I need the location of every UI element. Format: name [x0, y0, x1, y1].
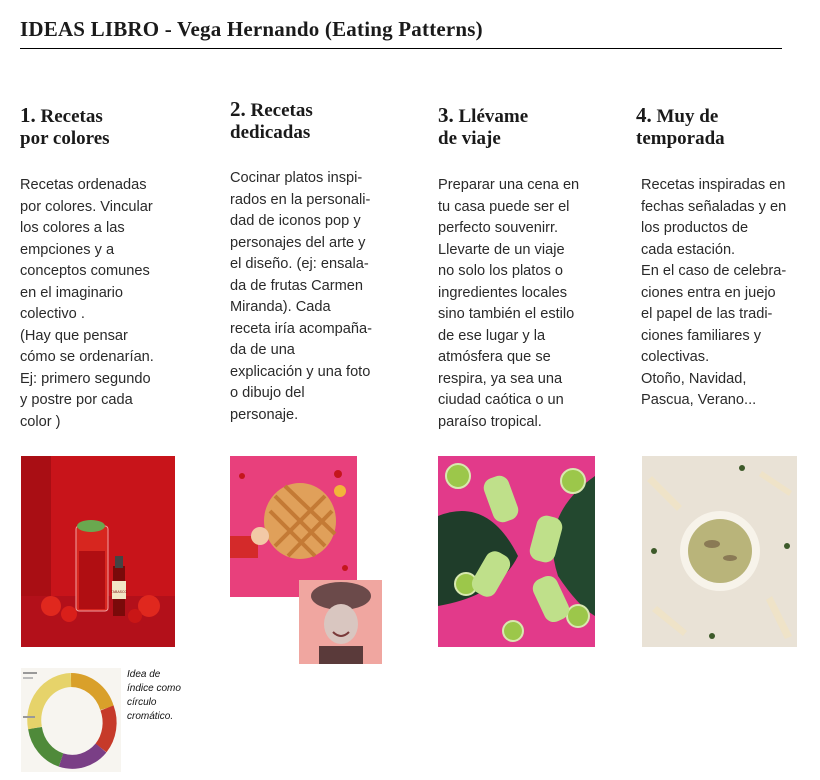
- column-4-heading-line2: temporada: [636, 128, 725, 149]
- column-2-body: Cocinar platos inspi- rados en la personali- dad de iconos pop y personajes del arte y el diseño. (ej: ensala- da de frutas Carmen Miranda). Cada receta iría acompaña- da de una explicación y una foto o dibujo del personaje.: [230, 170, 372, 423]
- column-1-body: Recetas ordenadas por colores. Vincular los colores a las empciones y a conceptos comunes en el imaginario colectivo . (Hay que pensar cómo se ordenarían. Ej: primero segundo y postre por cada color ): [20, 177, 154, 430]
- title-divider: [20, 48, 782, 49]
- pink-pie-photo: [230, 456, 357, 597]
- column-3-heading: [438, 104, 528, 150]
- column-4-heading-line1: Muy de: [656, 106, 719, 127]
- column-3-heading-line2: de viaje: [438, 128, 501, 149]
- column-2-heading-line2: dedicadas: [230, 122, 311, 143]
- bottle-label: TABASCO: [110, 590, 128, 594]
- column-4-number: 4.: [636, 103, 652, 127]
- column-1-heading: [20, 104, 110, 150]
- column-2-heading-line1: Recetas: [250, 100, 313, 121]
- column-1-number: 1.: [20, 103, 36, 127]
- column-2-heading: [230, 98, 313, 144]
- kiwi-popsicles-photo: [438, 456, 595, 647]
- column-3-body: Preparar una cena en tu casa puede ser el perfecto souvenirr. Llevarte de un viaje no solo los platos o ingredientes locales sino también el estilo de ese lugar y la atmósfera que se respira, ya sea una ciudad caótica o un paraíso tropical.: [438, 177, 580, 430]
- column-1-heading-line1: Recetas: [40, 106, 103, 127]
- color-wheel-index-image: [21, 668, 121, 772]
- column-4-heading: [636, 104, 725, 150]
- document-title: IDEAS LIBRO - Vega Hernando (Eating Patterns): [20, 17, 483, 41]
- column-3-number: 3.: [438, 103, 454, 127]
- seasonal-soup-photo: [642, 456, 797, 647]
- column-4-body: Recetas inspiradas en fechas señaladas y en los productos de cada estación. En el caso de celebra- ciones entra en juejo el papel de las tradi- ciones familiares y colectivas. Otoño, Navidad, Pascua, Verano...: [641, 177, 787, 408]
- column-2-number: 2.: [230, 97, 246, 121]
- carmen-miranda-portrait: [299, 580, 382, 664]
- column-3-heading-line1: Llévame: [458, 106, 529, 127]
- red-cocktail-photo: [21, 456, 175, 647]
- color-wheel-caption: Idea de índice como círculo cromático.: [127, 669, 181, 722]
- column-1-heading-line2: por colores: [20, 128, 110, 149]
